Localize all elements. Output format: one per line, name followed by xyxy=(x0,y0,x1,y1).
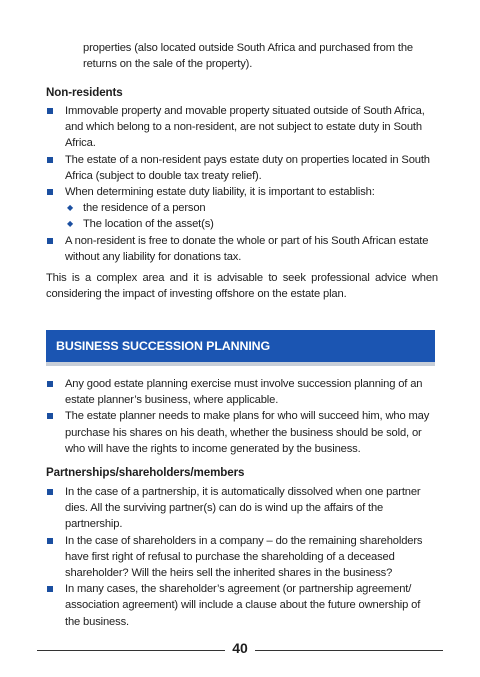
page-number: 40 xyxy=(232,640,248,656)
bullet-text: In the case of a partnership, it is automatically dissolved when one partner dies. All the surviving partner(s) can do is wind up the affairs of the partnership. xyxy=(65,486,421,531)
list-item xyxy=(46,376,438,408)
list-item xyxy=(46,103,438,152)
footer-rule-right xyxy=(255,650,443,651)
bullet-text: The estate of a non-resident pays estate duty on properties located in South Africa (subject to double tax treaty relief). xyxy=(65,153,430,182)
footer-rule-left xyxy=(37,650,225,651)
sub-list-item xyxy=(65,216,438,232)
non-residents-bullet-list xyxy=(46,103,438,265)
square-bullet-icon xyxy=(47,413,53,419)
sub-list-item xyxy=(65,200,438,216)
square-bullet-icon xyxy=(47,189,53,195)
square-bullet-icon xyxy=(47,586,53,592)
sub-bullet-text: the residence of a person xyxy=(83,202,206,215)
square-bullet-icon xyxy=(47,108,53,114)
list-item xyxy=(46,184,438,233)
square-bullet-icon xyxy=(47,489,53,495)
bullet-text: In the case of shareholders in a company – do the remaining shareholders have first right of refusal to purchase the shareholding of a deceased shareholder? Will the heirs sell the inherited shares in the business? xyxy=(65,534,423,580)
bullet-text: Any good estate planning exercise must involve succession planning of an estate planner’s business, where applicable. xyxy=(65,378,423,407)
partnerships-bullet-list xyxy=(46,484,438,630)
square-bullet-icon xyxy=(47,238,53,244)
list-item xyxy=(46,581,438,630)
section-banner xyxy=(46,330,435,366)
list-item xyxy=(46,233,438,265)
square-bullet-icon xyxy=(47,157,53,163)
bullet-text: In many cases, the shareholder’s agreement (or partnership agreement/ association agreement) will include a clause about the future ownership of the business. xyxy=(65,583,421,628)
list-item xyxy=(46,408,438,457)
bullet-text: When determining estate duty liability, it is important to establish: xyxy=(65,186,375,199)
square-bullet-icon xyxy=(47,381,53,387)
diamond-bullet-icon: ◆ xyxy=(67,203,74,213)
sub-bullet-list xyxy=(65,200,438,232)
business-bullet-list xyxy=(46,376,438,457)
square-bullet-icon xyxy=(47,538,53,544)
sub-bullet-text: The location of the asset(s) xyxy=(83,218,214,231)
list-item xyxy=(46,152,438,184)
diamond-bullet-icon: ◆ xyxy=(67,219,74,229)
bullet-text: A non-resident is free to donate the whole or part of his South African estate without any liability for donations tax. xyxy=(65,234,429,263)
list-item xyxy=(46,533,438,582)
bullet-text: Immovable property and movable property situated outside of South Africa, and which belong to a non-resident, are not subject to estate duty in South Africa. xyxy=(65,105,425,150)
list-item xyxy=(46,484,438,533)
partnerships-heading: Partnerships/shareholders/members xyxy=(46,466,245,479)
non-residents-heading: Non-residents xyxy=(46,86,123,99)
section-banner-title: BUSINESS SUCCESSION PLANNING xyxy=(56,339,271,353)
continuation-text: properties (also located outside South Africa and purchased from the returns on the sale of the property). xyxy=(83,42,413,71)
advice-paragraph: This is a complex area and it is advisable to seek professional advice when considering the impact of investing offshore on the estate plan. xyxy=(46,272,438,301)
bullet-text: The estate planner needs to make plans for who will succeed him, who may purchase his shares on his death, whether the business should be sold, or who will have the rights to income generated by the business. xyxy=(65,410,430,455)
